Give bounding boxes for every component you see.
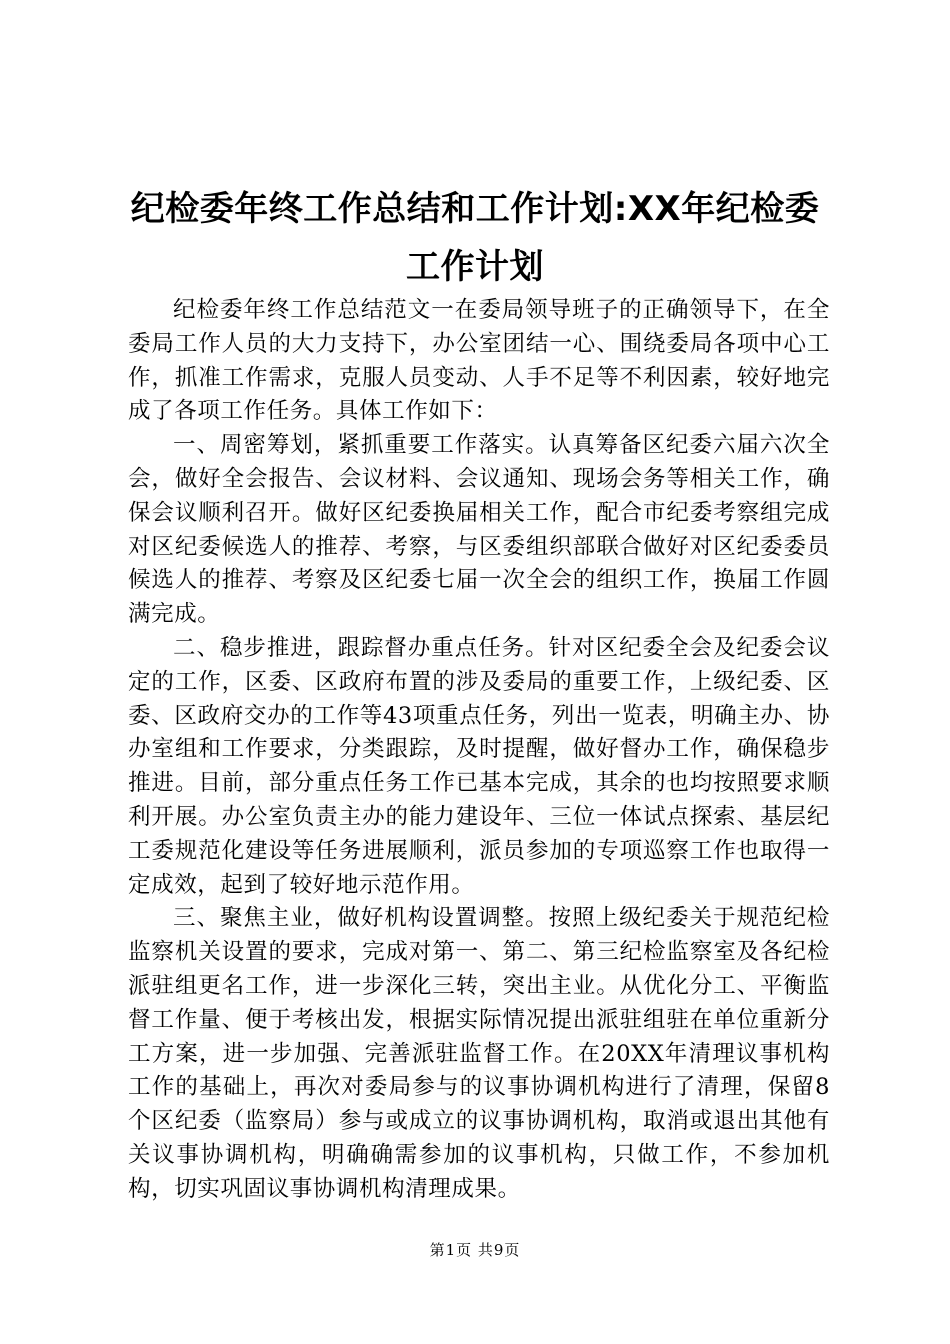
document-title: 纪检委年终工作总结和工作计划:XX年纪检委工作计划 — [130, 189, 820, 287]
paragraph-intro: 纪检委年终工作总结范文一在委局领导班子的正确领导下，在全委局工作人员的大力支持下，办公室团结一心、围绕委局各项中心工作，抓准工作需求，克服人员变动、人手不足等不利因素，较好地完成了各项工作任务。具体工作如下： — [128, 297, 830, 425]
paragraph-section-3: 三、聚焦主业，做好机构设置调整。按照上级纪委关于规范纪检监察机关设置的要求，完成对第一、第二、第三纪检监察室及各纪检派驻组更名工作，进一步深化三转，突出主业。从优化分工、平衡监督工作量、便于考核出发，根据实际情况提出派驻组驻在单位重新分工方案，进一步加强、完善派驻监督工作。在20XX年清理议事机构工作的基础上，再次对委局参与的议事协调机构进行了清理，保留8个区纪委（监察局）参与或成立的议事协调机构，取消或退出其他有关议事协调机构，明确确需参加的议事机构，只做工作，不参加机构，切实巩固议事协调机构清理成果。 — [128, 905, 830, 1202]
paragraph-section-2: 二、稳步推进，跟踪督办重点任务。针对区纪委全会及纪委会议定的工作，区委、区政府布置的涉及委局的重要工作，上级纪委、区委、区政府交办的工作等43项重点任务，列出一览表，明确主办、协办室组和工作要求，分类跟踪，及时提醒，做好督办工作，确保稳步推进。目前，部分重点任务工作已基本完成，其余的也均按照要求顺利开展。办公室负责主办的能力建设年、三位一体试点探索、基层纪工委规范化建设等任务进展顺利，派员参加的专项巡察工作也取得一定成效，起到了较好地示范作用。 — [128, 634, 830, 898]
page-footer: 第1页 共9页 — [429, 1241, 521, 1259]
paragraph-section-1: 一、周密筹划，紧抓重要工作落实。认真筹备区纪委六届六次全会，做好全会报告、会议材料、会议通知、现场会务等相关工作，确保会议顺利召开。做好区纪委换届相关工作，配合市纪委考察组完成对区纪委候选人的推荐、考察，与区委组织部联合做好对区纪委委员候选人的推荐、考察及区纪委七届一次全会的组织工作，换届工作圆满完成。 — [128, 432, 830, 628]
document-body — [128, 294, 830, 1207]
